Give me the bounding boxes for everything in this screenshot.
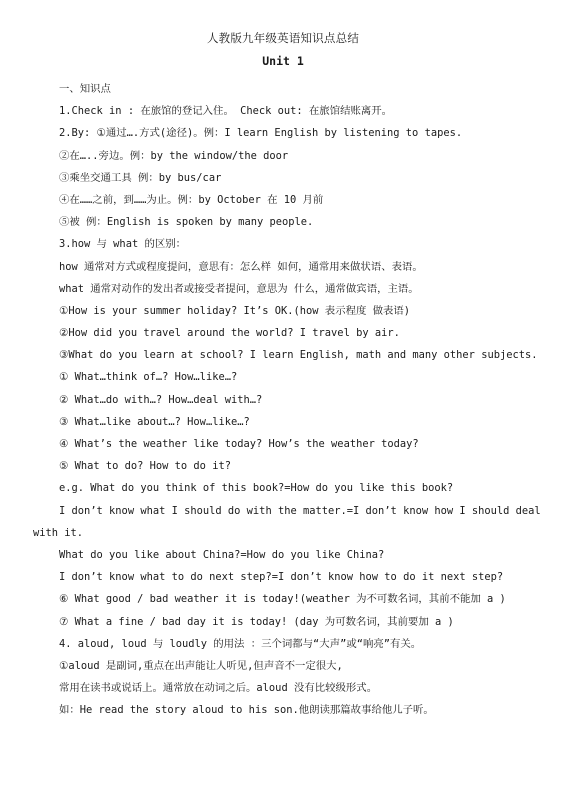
text-line: 常用在读书或说话上。通常放在动词之后。aloud 没有比较级形式。 (59, 682, 378, 695)
text-line: I don’t know what to do next step?=I don’t know how to do it next step? (59, 571, 504, 584)
text-line: ⑤ What to do? How to do it? (59, 460, 231, 473)
text-line: ③ What…like about…? How…like…? (59, 415, 250, 428)
text-line: ②在…..旁边。例：by the window/the door (59, 149, 289, 162)
text-line: ③乘坐交通工具 例：by bus/car (59, 171, 222, 184)
text-line: ④ What’s the weather like today? How’s the weather today? (59, 438, 419, 450)
text-line: ① What…think of…? How…like…? (59, 371, 238, 384)
text-line: 一、知识点 (59, 83, 111, 95)
unit-heading: Unit 1 (262, 54, 304, 68)
text-line: ①aloud 是副词,重点在出声能让人听见,但声音不一定很大, (59, 659, 343, 672)
document-title: 人教版九年级英语知识点总结 (206, 31, 360, 45)
text-line: ①How is your summer holiday? It’s OK.(how 表示程度 做表语) (59, 304, 411, 317)
text-line: ②How did you travel around the world? I travel by air. (59, 327, 400, 340)
text-line: ④在……之前，到……为止。例：by October 在 10 月前 (59, 193, 324, 206)
text-line: ⑥ What good / bad weather it is today!(weather 为不可数名词，其前不能加 a ) (59, 593, 506, 606)
text-line: what 通常对动作的发出者或接受者提问，意思为 什么，通常做宾语，主语。 (59, 282, 419, 295)
text-line: ⑦ What a fine / bad day it is today! (day 为可数名词，其前要加 a ) (59, 615, 454, 628)
text-line: What do you like about China?=How do you like China? (59, 548, 385, 561)
text-line: 3.how 与 what 的区别： (59, 238, 187, 251)
text-line: how 通常对方式或程度提问，意思有：怎么样 如何，通常用来做状语、表语。 (59, 260, 423, 273)
text-line: e.g. What do you think of this book?=How do you like this book? (59, 482, 454, 495)
text-line: with it. (33, 526, 84, 539)
text-line: 4. aloud, loud 与 loudly 的用法 ：三个词都与“大声”或“响亮”有关。 (59, 637, 422, 650)
text-line: ② What…do with…? How…deal with…? (59, 393, 263, 406)
text-line: 2.By: ①通过….方式(途径)。例：I learn English by listening to tapes. (59, 127, 463, 140)
text-line: 1.Check in : 在旅馆的登记入住。 Check out: 在旅馆结账离开。 (59, 105, 393, 118)
text-line: I don’t know what I should do with the matter.=I don’t know how I should deal (59, 504, 541, 517)
text-line: ③What do you learn at school? I learn English, math and many other subjects. (59, 349, 538, 362)
text-line: ⑤被 例：English is spoken by many people. (59, 216, 314, 229)
document-body (0, 78, 566, 721)
text-line: 如：He read the story aloud to his son.他朗读那篇故事给他儿子听。 (59, 704, 434, 717)
